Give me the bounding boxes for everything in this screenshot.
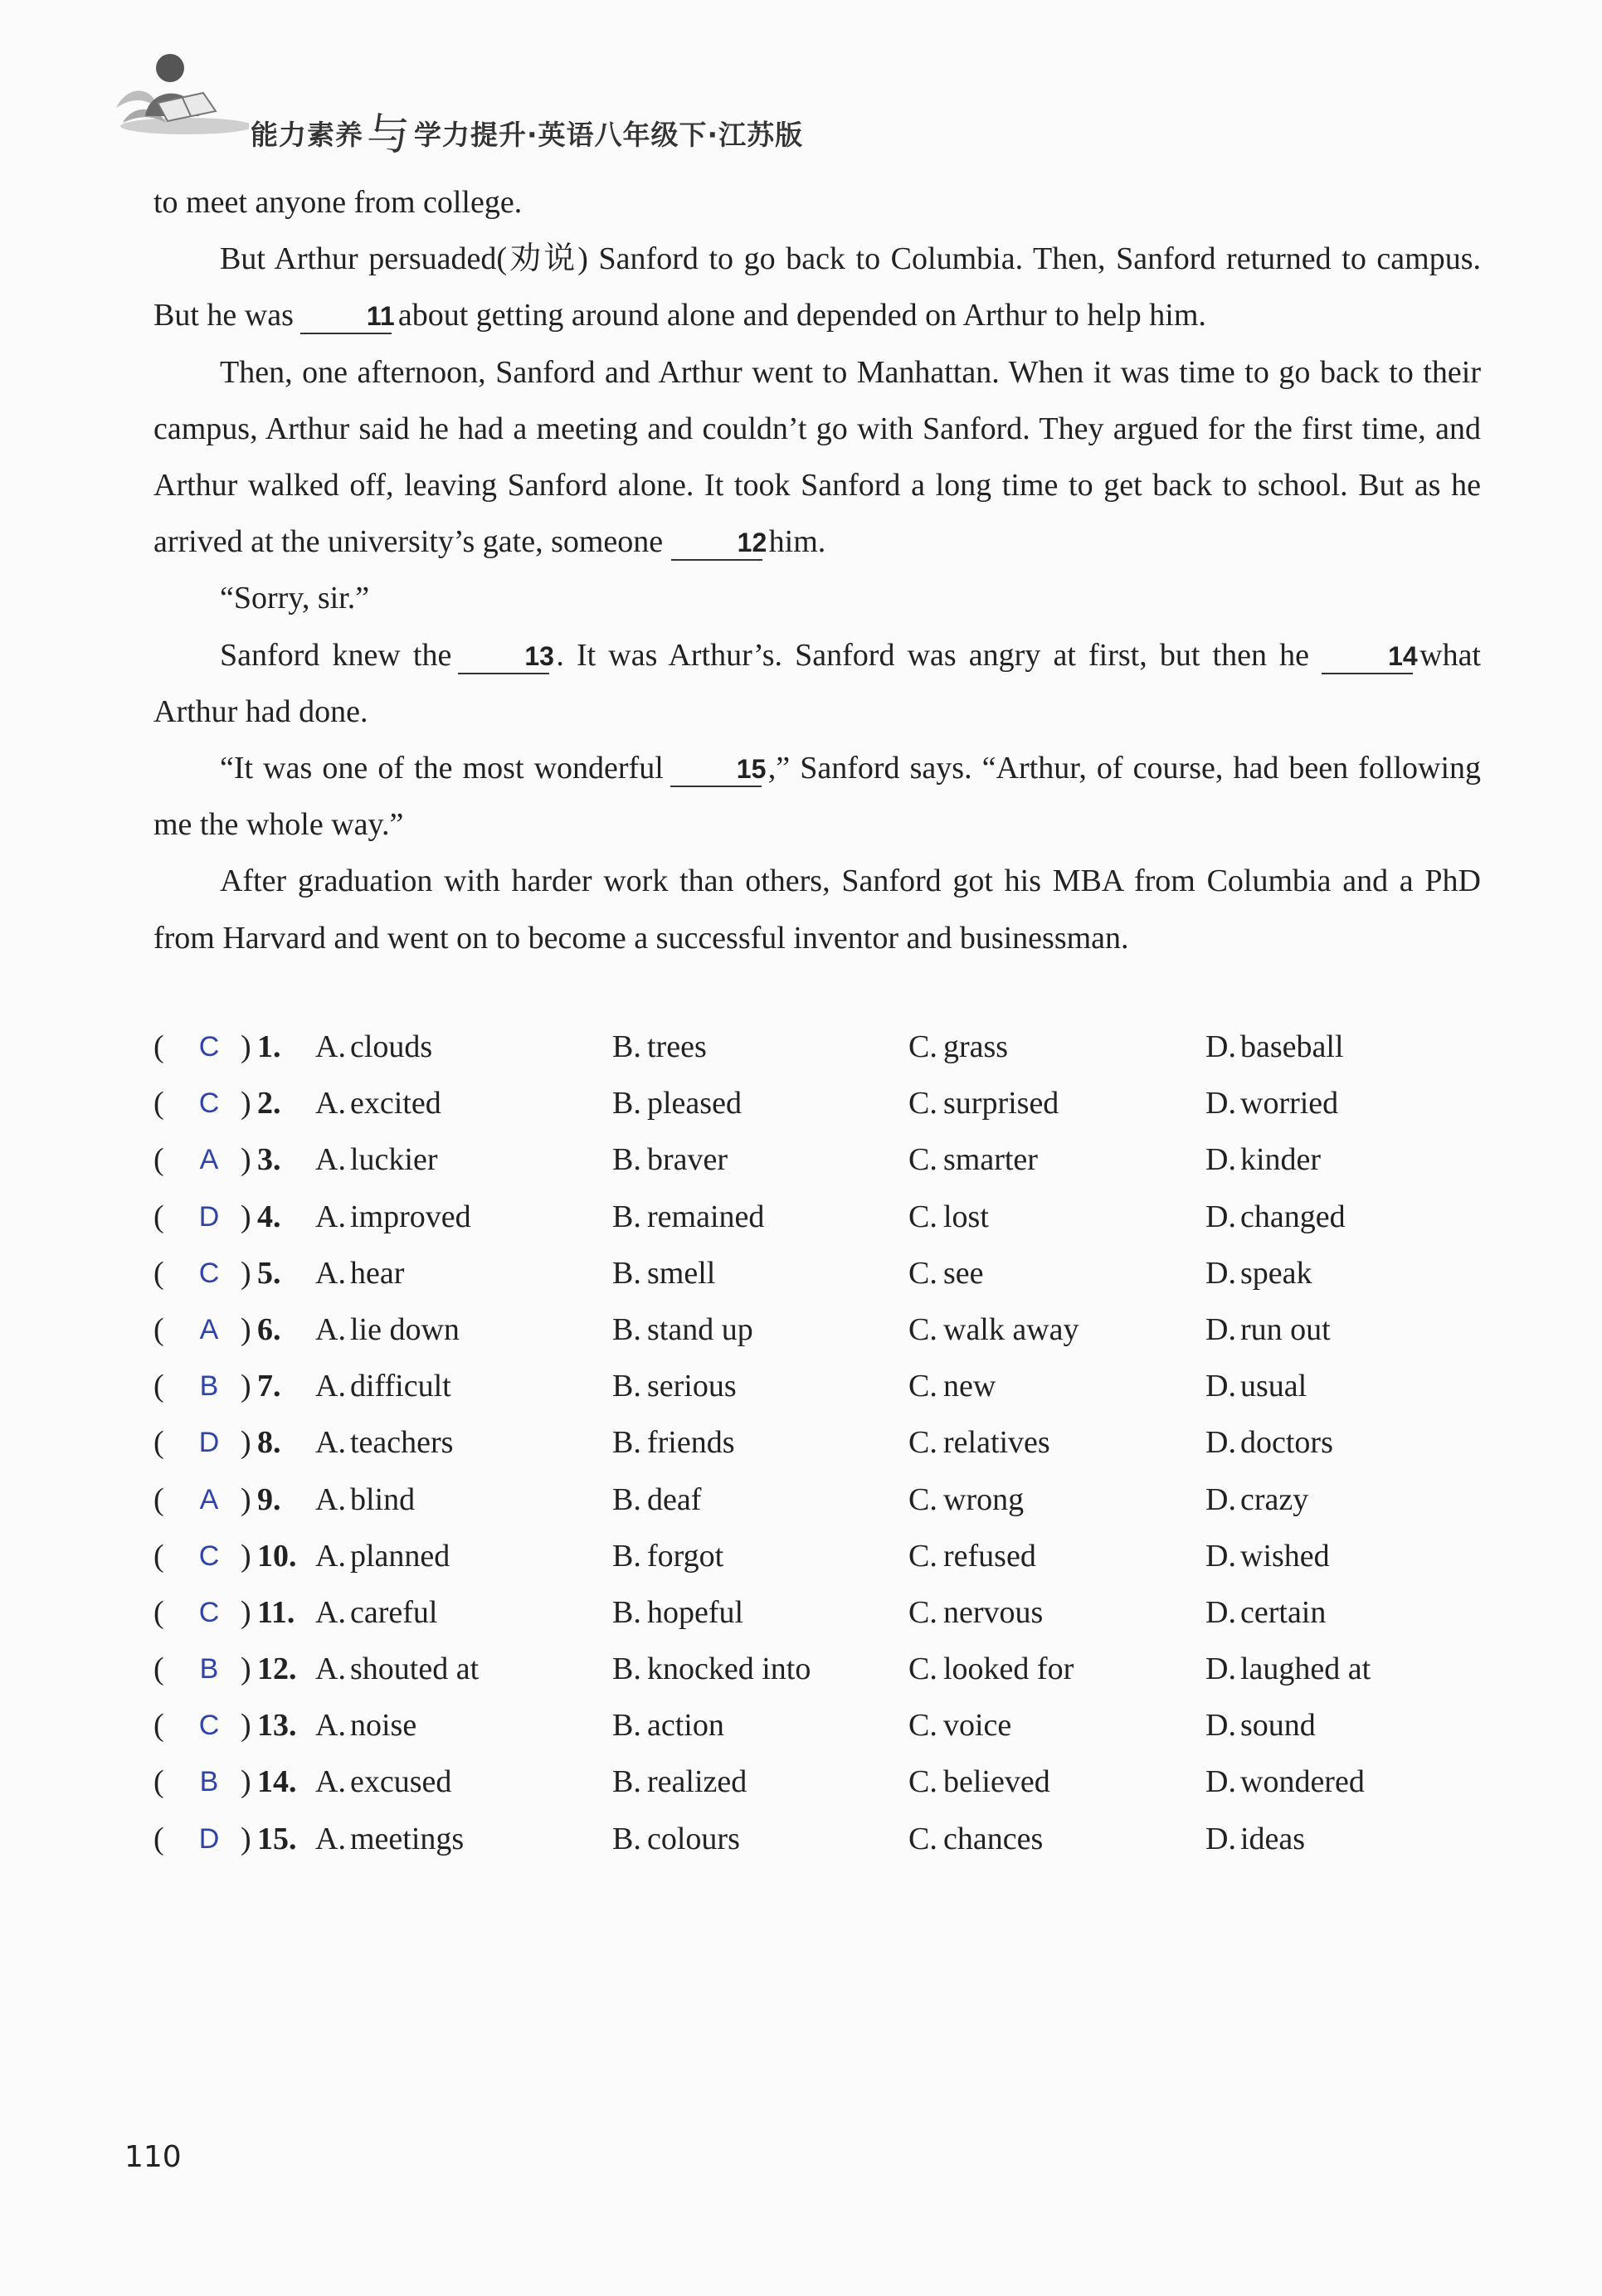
option-letter: C. [908, 1821, 937, 1856]
option-text: changed [1240, 1199, 1346, 1234]
option-text: knocked into [647, 1651, 811, 1687]
option-text: clouds [350, 1029, 433, 1064]
paren-close: ) [241, 1142, 251, 1178]
option-letter: C. [908, 1369, 937, 1404]
option-text: relatives [943, 1425, 1050, 1461]
option-c [908, 1301, 1079, 1358]
answer-mark: C [198, 1087, 220, 1120]
question-row [153, 1811, 1497, 1867]
option-b [612, 1131, 728, 1188]
option-letter: A. [315, 1029, 346, 1064]
option-d [1205, 1075, 1338, 1131]
question-number: 12. [257, 1651, 297, 1687]
option-d [1205, 1641, 1371, 1697]
passage-paragraph [153, 853, 1481, 966]
option-text: doctors [1240, 1425, 1333, 1461]
paren-open: ( [153, 1255, 164, 1291]
question-number: 9. [257, 1481, 281, 1517]
paren-close: ) [241, 1708, 251, 1744]
option-letter: C. [908, 1425, 937, 1461]
option-letter: A. [315, 1764, 346, 1800]
question-number: 7. [257, 1369, 281, 1404]
option-a [315, 1301, 460, 1358]
option-a [315, 1528, 450, 1584]
option-letter: C. [908, 1764, 937, 1800]
option-text: kinder [1240, 1142, 1322, 1178]
question-number: 11. [257, 1594, 295, 1630]
option-text: walk away [943, 1311, 1079, 1347]
option-letter: D. [1205, 1086, 1236, 1121]
question-row [153, 1358, 1497, 1414]
option-text: nervous [943, 1594, 1044, 1630]
question-row [153, 1075, 1497, 1131]
passage-text: “It was one of the most wonderful [220, 751, 664, 786]
option-letter: D. [1205, 1538, 1236, 1574]
blank-13: 13 [458, 640, 549, 674]
answer-mark: D [198, 1427, 220, 1459]
question-number: 3. [257, 1142, 281, 1178]
question-row [153, 1414, 1497, 1471]
option-text: noise [350, 1708, 417, 1744]
passage-text: After graduation with harder work than others, Sanford got his MBA from Columbia and a PhD from Harvard and went on to become a successful inventor and businessman. [153, 863, 1481, 956]
option-c [908, 1189, 989, 1245]
option-letter: D. [1205, 1029, 1236, 1064]
option-text: usual [1240, 1369, 1307, 1404]
answer-mark: B [199, 1653, 219, 1686]
question-number: 1. [257, 1029, 281, 1064]
option-c [908, 1754, 1050, 1810]
option-a [315, 1131, 438, 1188]
paren-close: ) [241, 1029, 251, 1064]
question-number: 10. [257, 1538, 297, 1574]
option-a [315, 1245, 404, 1301]
option-letter: A. [315, 1369, 346, 1404]
option-text: stand up [647, 1311, 753, 1347]
option-a [315, 1754, 451, 1810]
option-text: ideas [1240, 1821, 1306, 1856]
option-b [612, 1358, 737, 1414]
question-row [153, 1189, 1497, 1245]
option-text: run out [1240, 1311, 1331, 1347]
question-number: 15. [257, 1821, 297, 1856]
option-d [1205, 1245, 1312, 1301]
option-letter: D. [1205, 1764, 1236, 1800]
paren-open: ( [153, 1142, 164, 1178]
option-text: wished [1240, 1538, 1330, 1574]
option-b [612, 1189, 764, 1245]
option-letter: A. [315, 1708, 346, 1744]
option-letter: D. [1205, 1255, 1236, 1291]
option-text: remained [647, 1199, 765, 1234]
option-a [315, 1075, 441, 1131]
question-number: 14. [257, 1764, 297, 1800]
answer-mark: A [199, 1483, 219, 1515]
option-letter: A. [315, 1311, 346, 1347]
question-row [153, 1697, 1497, 1754]
option-letter: D. [1205, 1708, 1236, 1744]
option-text: deaf [647, 1481, 702, 1517]
option-letter: B. [612, 1029, 641, 1064]
option-text: shouted at [350, 1651, 480, 1687]
blank-15: 15 [670, 752, 762, 787]
option-text: crazy [1240, 1481, 1309, 1517]
option-text: colours [647, 1821, 740, 1856]
answer-mark: C [198, 1031, 220, 1063]
passage-paragraph [153, 174, 1481, 231]
option-c [908, 1584, 1043, 1641]
passage-text: what Arthur had done. [153, 637, 1481, 729]
option-a [315, 1019, 432, 1075]
option-letter: B. [612, 1255, 641, 1291]
option-text: excused [350, 1764, 452, 1800]
option-letter: C. [908, 1538, 937, 1574]
option-letter: A. [315, 1255, 346, 1291]
answer-mark: B [199, 1766, 219, 1798]
option-text: chances [943, 1821, 1044, 1856]
option-text: difficult [350, 1369, 451, 1404]
passage-paragraph [153, 570, 1481, 626]
option-a [315, 1584, 437, 1641]
option-c [908, 1245, 984, 1301]
option-letter: A. [315, 1481, 346, 1517]
option-letter: C. [908, 1651, 937, 1687]
option-letter: A. [315, 1425, 346, 1461]
book-title [251, 95, 804, 160]
option-text: wrong [943, 1481, 1025, 1517]
passage-text: But Arthur persuaded(劝说) Sanford to go back to Columbia. Then, Sanford returned to campus. But he was [153, 241, 1481, 333]
option-b [612, 1528, 723, 1584]
option-text: voice [943, 1708, 1012, 1744]
blank-12: 12 [671, 526, 762, 561]
answer-mark: A [199, 1313, 219, 1345]
option-d [1205, 1471, 1308, 1528]
option-letter: D. [1205, 1651, 1236, 1687]
question-number: 13. [257, 1708, 297, 1744]
option-text: baseball [1240, 1029, 1344, 1064]
option-a [315, 1811, 464, 1867]
option-letter: B. [612, 1481, 641, 1517]
paren-close: ) [241, 1764, 251, 1800]
option-c [908, 1358, 996, 1414]
question-row [153, 1754, 1497, 1810]
option-text: smell [647, 1255, 716, 1291]
option-text: blind [350, 1481, 416, 1517]
option-c [908, 1075, 1059, 1131]
option-a [315, 1414, 453, 1471]
option-letter: D. [1205, 1481, 1236, 1517]
option-text: new [943, 1369, 996, 1404]
paren-open: ( [153, 1708, 164, 1744]
option-c [908, 1131, 1038, 1188]
option-text: braver [647, 1142, 728, 1178]
option-text: wondered [1240, 1764, 1365, 1800]
option-letter: D. [1205, 1425, 1236, 1461]
option-letter: D. [1205, 1199, 1236, 1234]
option-text: sound [1240, 1708, 1316, 1744]
paren-close: ) [241, 1538, 251, 1574]
option-d [1205, 1528, 1330, 1584]
passage [153, 174, 1481, 966]
option-text: smarter [943, 1142, 1038, 1178]
option-text: trees [647, 1029, 707, 1064]
option-text: grass [943, 1029, 1009, 1064]
paren-open: ( [153, 1651, 164, 1687]
option-text: improved [350, 1199, 471, 1234]
option-b [612, 1697, 724, 1754]
paren-open: ( [153, 1311, 164, 1347]
passage-paragraph [153, 231, 1481, 343]
passage-text: “Sorry, sir.” [220, 581, 370, 616]
option-letter: A. [315, 1086, 346, 1121]
option-letter: C. [908, 1142, 937, 1178]
option-c [908, 1641, 1074, 1697]
option-text: looked for [943, 1651, 1074, 1687]
reading-figure-logo [108, 50, 249, 141]
option-text: planned [350, 1538, 450, 1574]
option-text: worried [1240, 1086, 1339, 1121]
option-letter: C. [908, 1481, 937, 1517]
option-b [612, 1641, 811, 1697]
option-letter: C. [908, 1255, 937, 1291]
paren-open: ( [153, 1425, 164, 1461]
answer-mark: C [198, 1710, 220, 1742]
option-letter: D. [1205, 1311, 1236, 1347]
option-c [908, 1528, 1036, 1584]
option-c [908, 1414, 1050, 1471]
option-text: lost [943, 1199, 989, 1234]
passage-text: him. [768, 524, 826, 560]
option-b [612, 1584, 743, 1641]
option-d [1205, 1811, 1305, 1867]
question-row [153, 1471, 1497, 1528]
option-d [1205, 1019, 1344, 1075]
option-d [1205, 1754, 1365, 1810]
question-number: 8. [257, 1425, 281, 1461]
option-c [908, 1471, 1024, 1528]
question-row [153, 1584, 1497, 1641]
option-text: meetings [350, 1821, 465, 1856]
option-letter: B. [612, 1594, 641, 1630]
option-letter: A. [315, 1142, 346, 1178]
option-letter: C. [908, 1311, 937, 1347]
option-letter: A. [315, 1199, 346, 1234]
paren-close: ) [241, 1594, 251, 1630]
question-row [153, 1019, 1497, 1075]
option-text: refused [943, 1538, 1036, 1574]
option-d [1205, 1301, 1331, 1358]
option-text: speak [1240, 1255, 1312, 1291]
paren-close: ) [241, 1651, 251, 1687]
paren-open: ( [153, 1481, 164, 1517]
question-number: 4. [257, 1199, 281, 1234]
option-letter: D. [1205, 1821, 1236, 1856]
paren-open: ( [153, 1369, 164, 1404]
passage-text: . It was Arthur’s. Sanford was angry at first, but then he [556, 637, 1309, 673]
answer-mark: A [199, 1144, 219, 1176]
option-letter: D. [1205, 1369, 1236, 1404]
option-b [612, 1245, 715, 1301]
book-title-part1: 能力素养 [251, 119, 363, 151]
option-letter: B. [612, 1764, 641, 1800]
option-letter: B. [612, 1538, 641, 1574]
option-b [612, 1471, 701, 1528]
option-text: surprised [943, 1086, 1059, 1121]
question-number: 6. [257, 1311, 281, 1347]
paren-open: ( [153, 1086, 164, 1121]
answer-mark: C [198, 1596, 220, 1628]
option-d [1205, 1189, 1346, 1245]
option-letter: D. [1205, 1142, 1236, 1178]
passage-paragraph [153, 627, 1481, 740]
option-c [908, 1697, 1011, 1754]
option-text: action [647, 1708, 724, 1744]
paren-close: ) [241, 1821, 251, 1856]
option-text: laughed at [1240, 1651, 1371, 1687]
option-d [1205, 1697, 1316, 1754]
paren-close: ) [241, 1425, 251, 1461]
paren-open: ( [153, 1594, 164, 1630]
passage-paragraph [153, 344, 1481, 571]
answer-mark: C [198, 1257, 220, 1289]
option-letter: B. [612, 1708, 641, 1744]
passage-paragraph [153, 740, 1481, 853]
option-text: teachers [350, 1425, 454, 1461]
option-text: believed [943, 1764, 1050, 1800]
option-letter: B. [612, 1199, 641, 1234]
answer-mark: C [198, 1540, 220, 1572]
option-b [612, 1301, 753, 1358]
option-letter: B. [612, 1142, 641, 1178]
option-text: hopeful [647, 1594, 744, 1630]
option-text: hear [350, 1255, 405, 1291]
option-letter: C. [908, 1708, 937, 1744]
book-title-connector: 与 [367, 110, 411, 160]
option-letter: C. [908, 1029, 937, 1064]
option-text: lie down [350, 1311, 460, 1347]
option-letter: A. [315, 1821, 346, 1856]
passage-text: Sanford knew the [220, 637, 452, 673]
paren-open: ( [153, 1199, 164, 1234]
paren-open: ( [153, 1029, 164, 1064]
option-d [1205, 1414, 1333, 1471]
option-letter: B. [612, 1369, 641, 1404]
option-letter: A. [315, 1651, 346, 1687]
paren-close: ) [241, 1086, 251, 1121]
paren-close: ) [241, 1199, 251, 1234]
option-d [1205, 1358, 1307, 1414]
option-b [612, 1414, 735, 1471]
paren-close: ) [241, 1481, 251, 1517]
option-letter: C. [908, 1086, 937, 1121]
option-text: certain [1240, 1594, 1327, 1630]
page-header [108, 50, 937, 160]
option-text: realized [647, 1764, 747, 1800]
answer-options-list [153, 1019, 1497, 1867]
question-row [153, 1641, 1497, 1697]
passage-text: ,” Sanford says. “Arthur, of course, had been following me the whole way.” [153, 751, 1482, 843]
paren-open: ( [153, 1821, 164, 1856]
paren-close: ) [241, 1255, 251, 1291]
option-text: serious [647, 1369, 737, 1404]
passage-text: to meet anyone from college. [153, 185, 523, 220]
option-text: see [943, 1255, 984, 1291]
option-b [612, 1019, 707, 1075]
blank-14: 14 [1322, 640, 1413, 674]
option-letter: C. [908, 1594, 937, 1630]
option-a [315, 1358, 451, 1414]
question-number: 5. [257, 1255, 281, 1291]
option-a [315, 1189, 471, 1245]
option-text: pleased [647, 1086, 742, 1121]
answer-mark: D [198, 1822, 220, 1855]
option-letter: B. [612, 1651, 641, 1687]
answer-mark: B [199, 1370, 219, 1403]
option-text: friends [647, 1425, 735, 1461]
question-row [153, 1301, 1497, 1358]
option-d [1205, 1584, 1326, 1641]
option-text: careful [350, 1594, 438, 1630]
option-letter: B. [612, 1086, 641, 1121]
option-letter: A. [315, 1538, 346, 1574]
paren-close: ) [241, 1369, 251, 1404]
answer-mark: D [198, 1200, 220, 1233]
option-letter: C. [908, 1199, 937, 1234]
option-b [612, 1811, 740, 1867]
option-a [315, 1471, 415, 1528]
blank-11: 11 [300, 299, 392, 334]
paren-open: ( [153, 1764, 164, 1800]
page-number: 110 [124, 2140, 182, 2174]
paren-open: ( [153, 1538, 164, 1574]
passage-text: about getting around alone and depended on Arthur to help him. [397, 298, 1206, 333]
option-letter: D. [1205, 1594, 1236, 1630]
option-letter: A. [315, 1594, 346, 1630]
question-row [153, 1528, 1497, 1584]
question-row [153, 1131, 1497, 1188]
question-row [153, 1245, 1497, 1301]
option-a [315, 1641, 479, 1697]
option-text: excited [350, 1086, 441, 1121]
paren-close: ) [241, 1311, 251, 1347]
option-text: luckier [350, 1142, 438, 1178]
option-b [612, 1075, 742, 1131]
option-letter: B. [612, 1425, 641, 1461]
option-d [1205, 1131, 1321, 1188]
option-b [612, 1754, 747, 1810]
option-c [908, 1019, 1008, 1075]
option-c [908, 1811, 1043, 1867]
option-letter: B. [612, 1821, 641, 1856]
option-letter: B. [612, 1311, 641, 1347]
book-title-part2: 学力提升·英语八年级下·江苏版 [414, 119, 804, 151]
option-text: forgot [647, 1538, 724, 1574]
option-a [315, 1697, 416, 1754]
question-number: 2. [257, 1086, 281, 1121]
passage-text: Then, one afternoon, Sanford and Arthur went to Manhattan. When it was time to go back to their campus, Arthur said he had a meeting and couldn’t go with Sanford. They argued for the first time, and Arthur walked off, leaving Sanford alone. It took Sanford a long time to get back to school. But as he arrived at the university’s gate, someone [153, 354, 1481, 560]
